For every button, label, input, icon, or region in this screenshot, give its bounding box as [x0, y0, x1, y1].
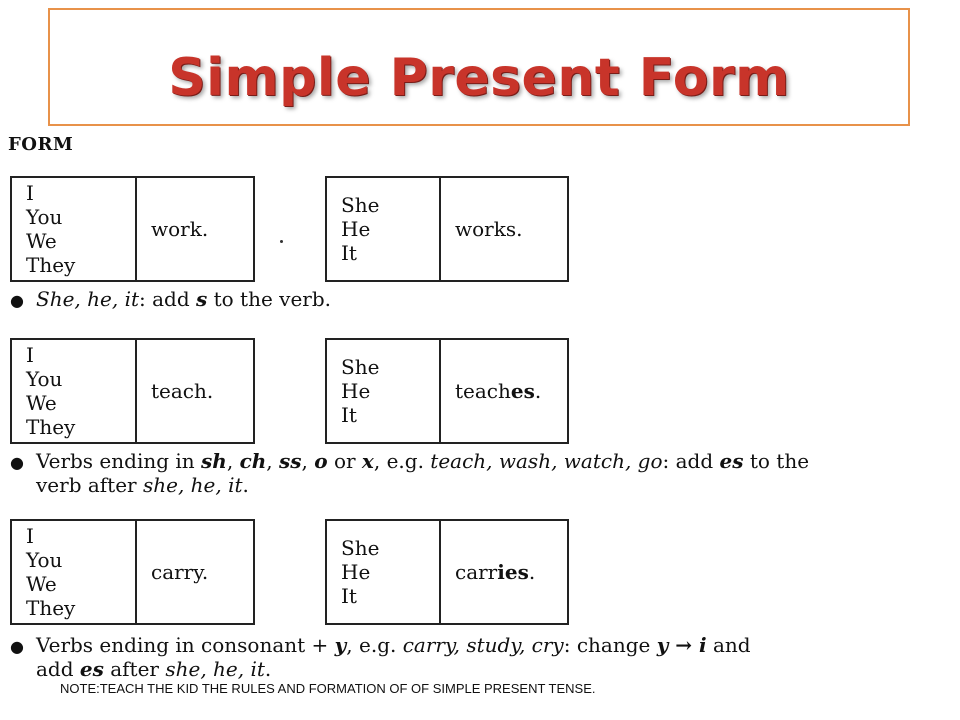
form-heading: FORM — [8, 134, 74, 155]
pronoun: He — [341, 560, 371, 584]
rule-1 — [10, 287, 331, 313]
rule-text: , e.g. — [346, 633, 403, 657]
rule-2-cont — [36, 473, 249, 497]
table-base-form-3 — [10, 519, 255, 625]
rule-text: es — [719, 449, 744, 473]
pronoun-cell — [12, 521, 137, 623]
rule-text: Verbs ending in — [36, 449, 202, 473]
verb-suffix: ies — [497, 560, 529, 584]
rule-text: , — [226, 449, 240, 473]
rule-text: she, he, it — [142, 473, 243, 497]
pronoun: She — [341, 355, 380, 379]
table-third-person-3 — [325, 519, 569, 625]
rule-text: ss — [279, 449, 302, 473]
verb-cell: works. — [455, 217, 523, 241]
pronoun: They — [26, 596, 76, 620]
verb-base: carr — [455, 560, 498, 584]
pronoun-cell — [327, 340, 441, 442]
rule-3-cont — [36, 657, 271, 681]
title-box — [48, 8, 910, 126]
pronoun-cell — [12, 178, 137, 280]
pronoun-cell — [327, 521, 441, 623]
verb-cell — [441, 340, 567, 442]
pronoun: I — [26, 343, 34, 367]
pronoun: You — [26, 367, 63, 391]
pronoun: She — [341, 193, 380, 217]
rule-text: Verbs ending in consonant + — [36, 633, 335, 657]
rule-text: es — [79, 657, 104, 681]
rule-text: she, he, it — [165, 657, 265, 681]
rule-text: . — [242, 473, 249, 497]
bullet-icon: ● — [10, 637, 24, 656]
rule-2 — [10, 449, 809, 475]
verb-end: . — [528, 560, 536, 584]
pronoun: He — [341, 379, 371, 403]
verb-suffix: es — [510, 379, 535, 403]
rule-text: to the — [743, 449, 810, 473]
table-third-person-2 — [325, 338, 569, 444]
table-base-form-1 — [10, 176, 255, 282]
rule-text: and — [706, 633, 751, 657]
verb-cell: carry. — [151, 560, 209, 584]
scan-speck — [280, 240, 283, 243]
rule-text: s — [195, 287, 208, 311]
pronoun: She — [341, 536, 380, 560]
pronoun: You — [26, 205, 63, 229]
verb-cell: work. — [151, 217, 209, 241]
rule-text: . — [264, 657, 272, 681]
rule-text: verb after — [36, 473, 143, 497]
pronoun: It — [341, 241, 357, 265]
pronoun: You — [26, 548, 63, 572]
bullet-icon: ● — [10, 291, 24, 310]
rule-text: x — [361, 449, 374, 473]
rule-text: teach, wash, watch, go — [430, 449, 663, 473]
rule-text: , — [266, 449, 279, 473]
rule-text: : change — [563, 633, 657, 657]
rule-text: i — [699, 633, 707, 657]
rule-3 — [10, 633, 751, 659]
pronoun-cell — [12, 340, 137, 442]
rule-text: after — [103, 657, 166, 681]
rule-text: carry, study, cry — [402, 633, 564, 657]
rule-text: or — [327, 449, 362, 473]
rule-text: y — [334, 633, 347, 657]
rule-text: , e.g. — [373, 449, 431, 473]
verb-base: teach — [455, 379, 511, 403]
teacher-note: NOTE:TEACH THE KID THE RULES AND FORMATION OF OF SIMPLE PRESENT TENSE. — [60, 681, 596, 696]
pronoun: We — [26, 572, 57, 596]
pronoun: I — [26, 524, 34, 548]
page-title: Simple Present Form — [168, 48, 790, 108]
pronoun: We — [26, 391, 57, 415]
verb-end: . — [534, 379, 542, 403]
pronoun: We — [26, 229, 57, 253]
rule-text: , — [301, 449, 315, 473]
verb-cell — [441, 521, 567, 623]
rule-text: : add — [662, 449, 720, 473]
pronoun: I — [26, 181, 34, 205]
rule-text: add — [36, 657, 80, 681]
rule-text: She, he, it — [36, 287, 139, 311]
rule-text: : add — [139, 287, 196, 311]
rule-text: ch — [239, 449, 267, 473]
bullet-icon: ● — [10, 453, 24, 472]
pronoun-cell — [327, 178, 441, 280]
rule-text: o — [314, 449, 328, 473]
verb-cell: teach. — [151, 379, 214, 403]
table-base-form-2 — [10, 338, 255, 444]
table-third-person-1 — [325, 176, 569, 282]
rule-text: to the verb. — [207, 287, 332, 311]
arrow-icon: → — [668, 633, 700, 657]
rule-text: sh — [201, 449, 227, 473]
pronoun: It — [341, 584, 357, 608]
rule-text: y — [656, 633, 669, 657]
pronoun: It — [341, 403, 357, 427]
pronoun: They — [26, 415, 76, 439]
pronoun: They — [26, 253, 76, 277]
pronoun: He — [341, 217, 371, 241]
